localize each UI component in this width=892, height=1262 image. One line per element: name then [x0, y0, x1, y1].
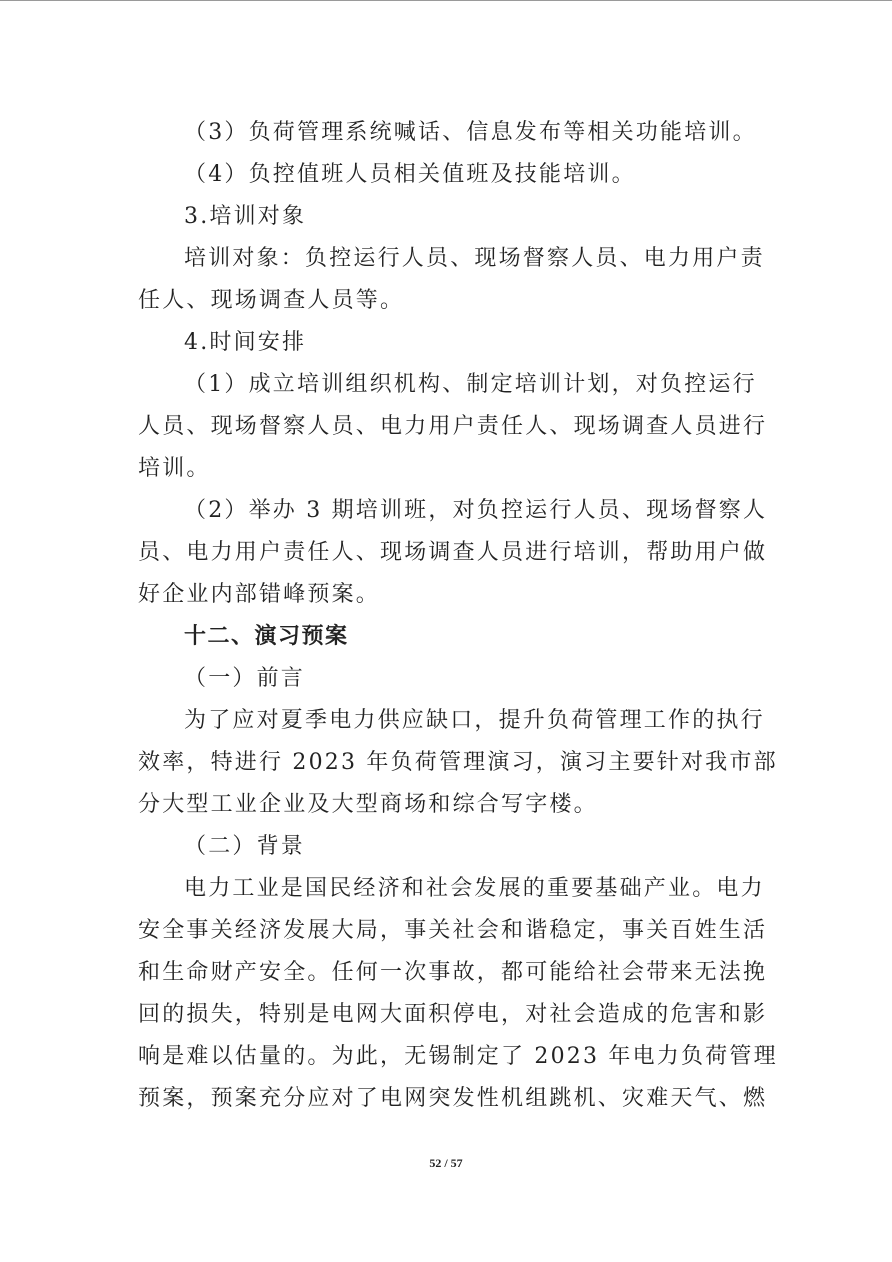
text-line: 效率，特进行 2023 年负荷管理演习，演习主要针对我市部 [138, 750, 778, 775]
text-line: 任人、现场调查人员等。 [138, 288, 405, 313]
text-line: （4）负控值班人员相关值班及技能培训。 [184, 162, 636, 187]
document-body [138, 112, 778, 1120]
text-line: 员、电力用户责任人、现场调查人员进行培训，帮助用户做 [138, 540, 768, 565]
text-line: 电力工业是国民经济和社会发展的重要基础产业。电力 [184, 876, 765, 901]
text-line: （1）成立培训组织机构、制定培训计划，对负控运行 [184, 372, 757, 397]
top-border-line [0, 0, 892, 1]
section-subheading: （一）前言 [184, 666, 306, 691]
text-line: 人员、现场督察人员、电力用户责任人、现场调查人员进行 [138, 414, 768, 439]
text-line: 和生命财产安全。任何一次事故，都可能给社会带来无法挽 [138, 960, 768, 985]
text-line: 为了应对夏季电力供应缺口，提升负荷管理工作的执行 [184, 708, 765, 733]
text-line: 好企业内部错峰预案。 [138, 582, 381, 607]
text-line: 响是难以估量的。为此，无锡制定了 2023 年电力负荷管理 [138, 1044, 778, 1069]
text-line: 培训对象：负控运行人员、现场督察人员、电力用户责 [184, 246, 765, 271]
section-subheading: 3.培训对象 [184, 204, 307, 229]
page-number: 52 / 57 [429, 1156, 463, 1170]
chapter-heading: 十二、演习预案 [184, 624, 349, 649]
section-subheading: （二）背景 [184, 834, 306, 859]
text-line: （2）举办 3 期培训班，对负控运行人员、现场督察人 [184, 498, 768, 523]
text-line: 预案，预案充分应对了电网突发性机组跳机、灾难天气、燃 [138, 1086, 768, 1111]
text-line: 回的损失，特别是电网大面积停电，对社会造成的危害和影 [138, 1002, 768, 1027]
text-line: （3）负荷管理系统喊话、信息发布等相关功能培训。 [184, 120, 757, 145]
text-line: 培训。 [138, 456, 211, 481]
section-subheading: 4.时间安排 [184, 330, 307, 355]
text-line: 安全事关经济发展大局，事关社会和谐稳定，事关百姓生活 [138, 918, 768, 943]
text-line: 分大型工业企业及大型商场和综合写字楼。 [138, 792, 598, 817]
